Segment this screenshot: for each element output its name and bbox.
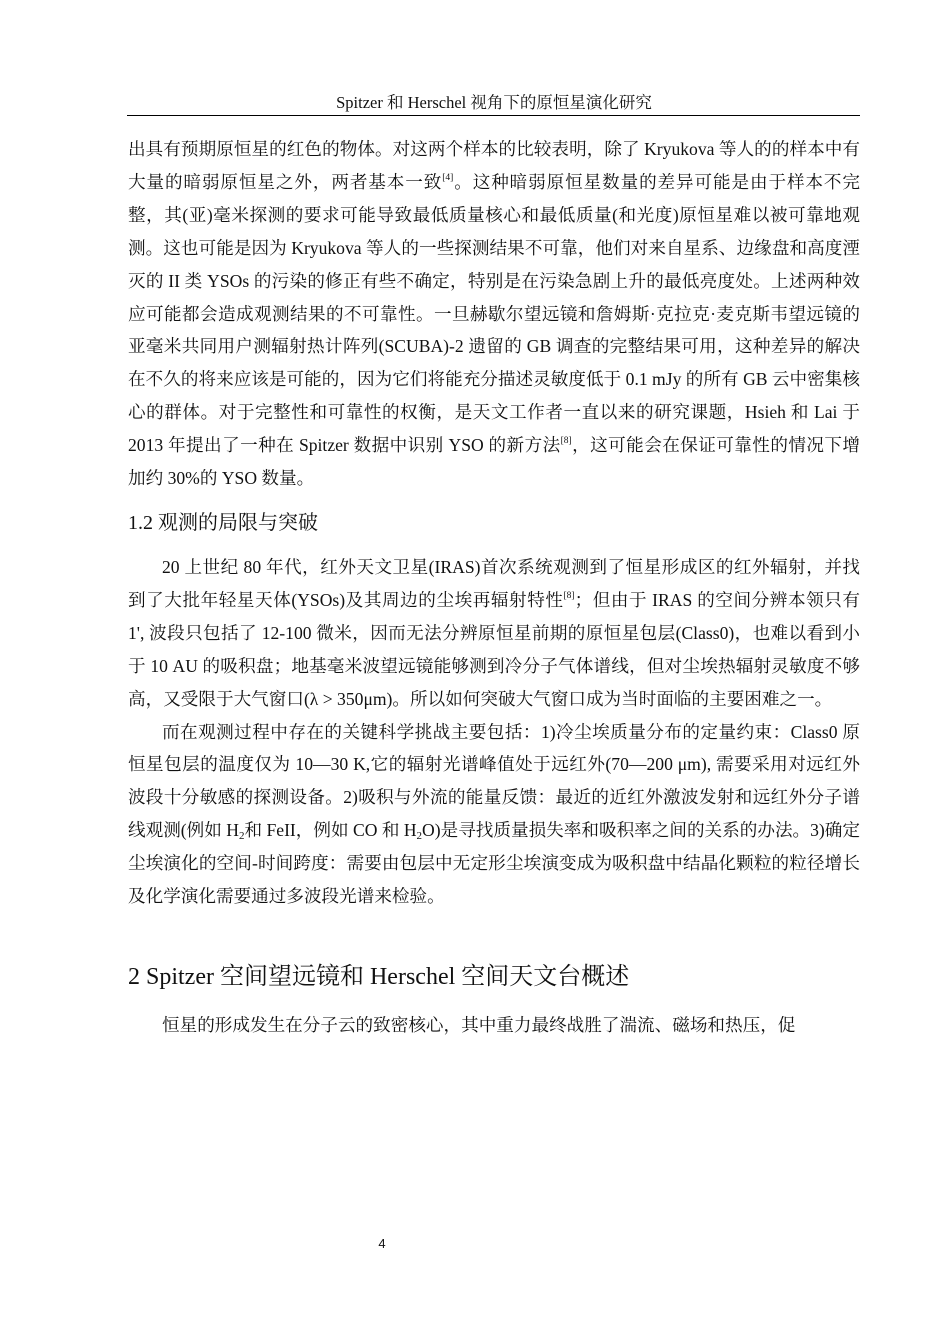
paragraph-text: ，这可能会在保证可靠性的情况下增加约 30%的 YSO 数量。 <box>128 435 860 489</box>
paragraph-iras <box>128 551 860 716</box>
chapter-heading: 2 Spitzer 空间望远镜和 Herschel 空间天文台概述 <box>128 963 630 990</box>
subscript: 2 <box>238 830 245 843</box>
page-body <box>128 133 860 1042</box>
paragraph-text: ；但由于 IRAS 的空间分辨本领只有 1', 波段只包括了 12-100 微米，因而无法分辨原恒星前期的原恒星包层(Class0)，也难以看到小于 10 AU 的吸积盘；地基毫米波望远镜能够测到冷分子气体谱线，但对尘埃热辐射灵敏度不够高，又受限于大气窗口(λ > 350μm)。所以如何突破大气窗口成为当时面临的主要困难之一。 <box>128 589 861 709</box>
paragraph-text: 和 FeII，例如 CO 和 H <box>244 820 417 841</box>
paragraph-text: 而在观测过程中存在的关键科学挑战主要包括：1)冷尘埃质量分布的定量约束：Class0 原恒星包层的温度仅为 10—30 K,它的辐射光谱峰值处于远红外(70—200 μm), 需要采用对远红外波段十分敏感的探测设备。2)吸积与外流的能量反馈：最近的近红外激波发射和远红外分子谱线观测(例如 H <box>128 721 860 841</box>
page-number: 4 <box>378 1236 386 1251</box>
paragraph-text: O)是寻找质量损失率和吸积率之间的关系的办法。3)确定尘埃演化的空间-时间跨度：需要由包层中无定形尘埃演变成为吸积盘中结晶化颗粒的粒径增长及化学演化需要通过多波段光谱来检验。 <box>128 820 860 907</box>
citation-ref: [8] <box>563 590 575 601</box>
paragraph-text: 出具有预期原恒星的红色的物体。对这两个样本的比较表明，除了 Kryukova 等人的的样本中有大量的暗弱原恒星之外，两者基本一致 <box>128 139 860 192</box>
citation-ref: [8] <box>560 436 572 447</box>
paragraph-challenges <box>128 716 860 913</box>
paragraph-text: 。这种暗弱原恒星数量的差异可能是由于样本不完整，其(亚)毫米探测的要求可能导致最低质量核心和最低质量(和光度)原恒星难以被可靠地观测。这也可能是因为 Kryukova 等人的一些探测结果不可靠，他们对来自星系、边缘盘和高度湮灭的 II 类 YSOs 的污染的修正有些不确定，特别是在污染急剧上升的最低亮度处。上述两种效应可能都会造成观测结果的不可靠性。一旦赫歇尔望远镜和詹姆斯·克拉克·麦克斯韦望远镜的亚毫米共同用户测辐射热计阵列(SCUBA)-2 遗留的 GB 调查的完整结果可用，这种差异的解决在不久的将来应该是可能的，因为它们将能充分描述灵敏度低于 0.1 mJy 的所有 GB 云中密集核心的群体。对于完整性和可靠性的权衡，是天文工作者一直以来的研究课题，Hsieh 和 Lai 于 2013 年提出了一种在 Spitzer 数据中识别 YSO 的新方法 <box>128 171 860 456</box>
paragraph-text: 20 上世纪 80 年代，红外天文卫星(IRAS)首次系统观测到了恒星形成区的红外辐射，并找到了大批年轻星天体(YSOs)及其周边的尘埃再辐射特性 <box>128 556 860 610</box>
subscript: 2 <box>416 830 423 843</box>
running-header: Spitzer 和 Herschel 视角下的原恒星演化研究 <box>336 93 652 112</box>
paragraph-star-formation: 恒星的形成发生在分子云的致密核心，其中重力最终战胜了湍流、磁场和热压，促 <box>162 1014 796 1035</box>
header-rule <box>127 115 860 116</box>
citation-ref: [4] <box>442 172 454 183</box>
section-heading: 1.2 观测的局限与突破 <box>128 511 318 534</box>
paragraph-sample-comparison <box>128 133 860 495</box>
